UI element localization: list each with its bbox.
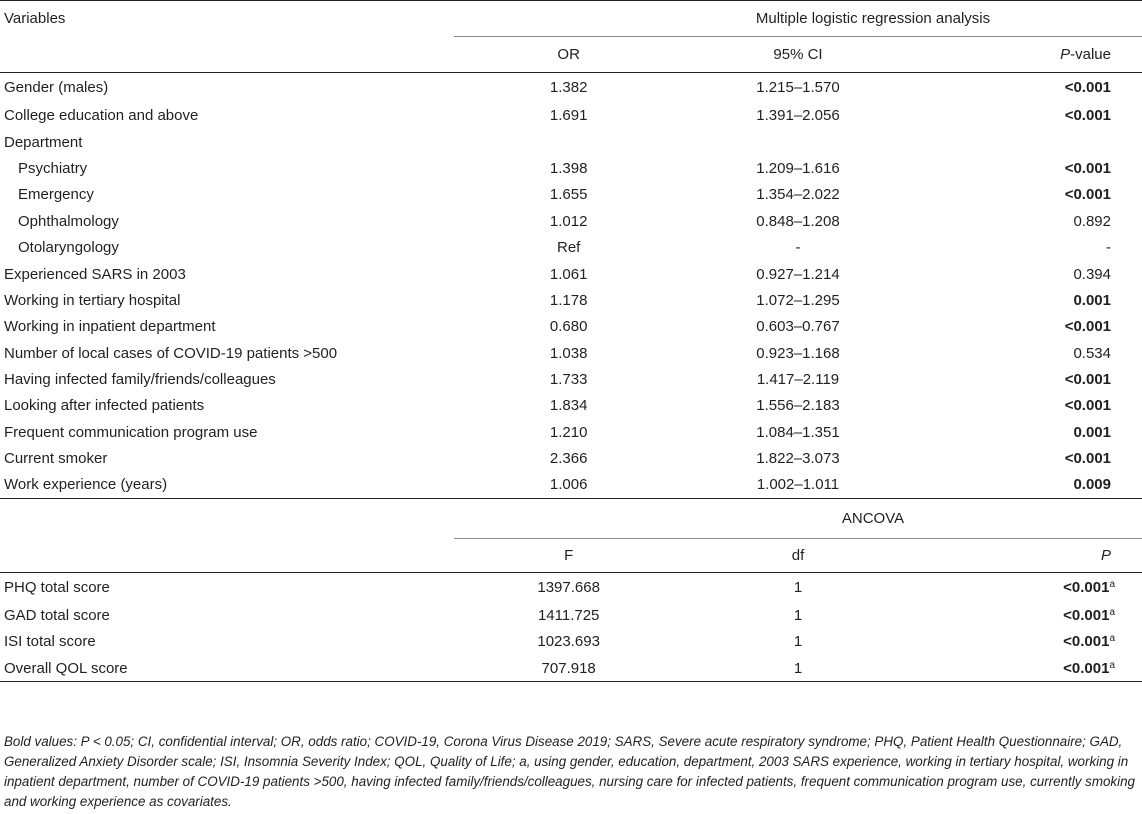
p-value: 0.009 — [1073, 476, 1111, 494]
table-row — [0, 261, 1142, 287]
or-value: 1.012 — [549, 212, 588, 230]
ci-value: 1.215–1.570 — [756, 79, 840, 97]
p-value: <0.001 — [1064, 397, 1111, 415]
superscript-note: a — [1109, 633, 1115, 645]
variable-label: Having infected family/friends/colleagues — [4, 371, 276, 389]
ancova-header-spacer — [0, 538, 454, 572]
variable-label: Current smoker — [4, 450, 108, 468]
variable-label: Emergency — [18, 186, 94, 204]
ancova-section-title: ANCOVA — [841, 509, 905, 527]
p-value: - — [1106, 239, 1111, 257]
table-row — [0, 602, 1142, 628]
ci-value: 1.209–1.616 — [756, 159, 840, 177]
df-value: 1 — [793, 633, 803, 651]
table-row — [0, 314, 1142, 340]
variable-label: Working in tertiary hospital — [4, 291, 181, 309]
ancova-section-row — [0, 498, 1142, 538]
or-value: 0.680 — [549, 318, 588, 336]
table-row — [0, 182, 1142, 208]
variable-label: Department — [4, 133, 83, 151]
or-value: 1.006 — [549, 476, 588, 494]
or-value: 1.178 — [549, 291, 588, 309]
p-value: <0.001 — [1064, 450, 1111, 468]
score-label: GAD total score — [4, 607, 110, 625]
table-row — [0, 129, 1142, 155]
p-value: 0.001 — [1073, 423, 1111, 441]
ancova-p-value — [913, 602, 1142, 628]
table-row — [0, 572, 1142, 602]
or-value: 1.210 — [549, 423, 588, 441]
header-row-2 — [0, 37, 1142, 73]
ancova-header-row — [0, 538, 1142, 572]
table-row — [0, 155, 1142, 181]
p-value: <0.001 — [1064, 318, 1111, 336]
p-value: <0.001 — [1064, 107, 1111, 125]
p-value: <0.001 — [1064, 371, 1111, 389]
df-value: 1 — [793, 659, 803, 677]
ci-value: 1.072–1.295 — [756, 291, 840, 309]
or-value: Ref — [556, 239, 581, 257]
variable-label: Experienced SARS in 2003 — [4, 265, 186, 283]
ci-value: - — [795, 239, 801, 257]
ci-value: 1.391–2.056 — [756, 107, 840, 125]
p-text: <0.001 — [1063, 633, 1110, 651]
table-row — [0, 629, 1142, 655]
ci-value: 1.556–2.183 — [756, 397, 840, 415]
f-value: 707.918 — [541, 659, 596, 677]
variable-label: Gender (males) — [4, 79, 109, 97]
superscript-note: a — [1109, 659, 1115, 671]
df-value: 1 — [793, 579, 803, 597]
score-label: Overall QOL score — [4, 659, 128, 677]
df-value: 1 — [793, 607, 803, 625]
ancova-p-value — [913, 572, 1142, 602]
or-value: 2.366 — [549, 450, 588, 468]
ci-value — [683, 129, 912, 155]
p-text: <0.001 — [1063, 659, 1110, 677]
regression-section-title: Multiple logistic regression analysis — [755, 10, 991, 27]
ci-value: 0.923–1.168 — [756, 344, 840, 362]
ci-value: 1.417–2.119 — [756, 371, 840, 389]
p-value: 0.892 — [1073, 212, 1111, 230]
f-value: 1397.668 — [537, 579, 600, 597]
variable-label: Work experience (years) — [4, 476, 168, 494]
or-value — [454, 129, 683, 155]
or-value: 1.398 — [549, 159, 588, 177]
p-value — [913, 129, 1142, 155]
ci-value: 1.002–1.011 — [756, 476, 840, 494]
ci-value: 0.603–0.767 — [756, 318, 840, 336]
or-value: 1.655 — [549, 186, 588, 204]
table-row — [0, 103, 1142, 129]
ci-value: 1.084–1.351 — [756, 423, 840, 441]
p-value-header: P-value — [913, 37, 1142, 73]
variable-label: Looking after infected patients — [4, 397, 205, 415]
superscript-note: a — [1109, 579, 1115, 591]
f-value: 1023.693 — [537, 633, 600, 651]
f-value: 1411.725 — [537, 607, 600, 625]
variable-label: Frequent communication program use — [4, 423, 258, 441]
df-header: df — [683, 538, 912, 572]
or-value: 1.834 — [549, 397, 588, 415]
table-row — [0, 393, 1142, 419]
ancova-spacer — [0, 498, 454, 538]
score-label: PHQ total score — [4, 579, 110, 597]
header-row-1 — [0, 1, 1142, 37]
or-value: 1.733 — [549, 371, 588, 389]
variable-label: Otolaryngology — [18, 239, 119, 257]
variable-label: Ophthalmology — [18, 212, 119, 230]
ci-value: 1.822–3.073 — [756, 450, 840, 468]
ancova-p-header: P — [913, 538, 1142, 572]
table-row — [0, 655, 1142, 681]
ci-value: 0.848–1.208 — [756, 212, 840, 230]
table-footnote: Bold values: P < 0.05; CI, confidential interval; OR, odds ratio; COVID-19, Corona Virus Disease 2019; SARS, Severe acute respiratory syndrome; PHQ, Patient Health Questionnaire; GAD, Generalized Anxiety Disorder scale; ISI, Insomnia Severity Index; QOL, Quality of Life; a, using gender, education, department, 2003 SARS experience, working in tertiary hospital, working in inpatient department, number of COVID-19 patients >500, having infected family/friends/colleagues, nursing care for infected patients, frequent communication program use, currently smoking and working experience as covariates. — [4, 734, 1135, 809]
table-row — [0, 472, 1142, 498]
table-row — [0, 208, 1142, 234]
variable-label: Working in inpatient department — [4, 318, 216, 336]
ci-value: 1.354–2.022 — [756, 186, 840, 204]
ancova-p-value — [913, 629, 1142, 655]
ci-header: 95% CI — [683, 37, 912, 73]
variable-label: Psychiatry — [18, 159, 88, 177]
p-value: <0.001 — [1064, 79, 1111, 97]
superscript-note: a — [1109, 607, 1115, 619]
p-text: <0.001 — [1063, 579, 1110, 597]
p-value: <0.001 — [1064, 159, 1111, 177]
table-row — [0, 287, 1142, 313]
or-header: OR — [454, 37, 683, 73]
variable-label: Number of local cases of COVID-19 patients >500 — [4, 344, 338, 362]
variable-label: College education and above — [4, 107, 199, 125]
or-value: 1.691 — [549, 107, 588, 125]
ci-value: 0.927–1.214 — [756, 265, 840, 283]
table-row — [0, 366, 1142, 392]
table-row — [0, 73, 1142, 103]
p-value: 0.394 — [1073, 265, 1111, 283]
or-value: 1.382 — [549, 79, 588, 97]
f-header: F — [454, 538, 683, 572]
table-row — [0, 419, 1142, 445]
p-text: <0.001 — [1063, 607, 1110, 625]
p-value: 0.001 — [1073, 291, 1111, 309]
score-label: ISI total score — [4, 633, 96, 651]
table-row — [0, 234, 1142, 260]
ancova-p-value — [913, 655, 1142, 681]
p-value: 0.534 — [1073, 344, 1111, 362]
table-row — [0, 340, 1142, 366]
or-value: 1.038 — [549, 344, 588, 362]
table-row — [0, 446, 1142, 472]
variables-header: Variables — [4, 10, 66, 28]
or-value: 1.061 — [549, 265, 588, 283]
p-value: <0.001 — [1064, 186, 1111, 204]
